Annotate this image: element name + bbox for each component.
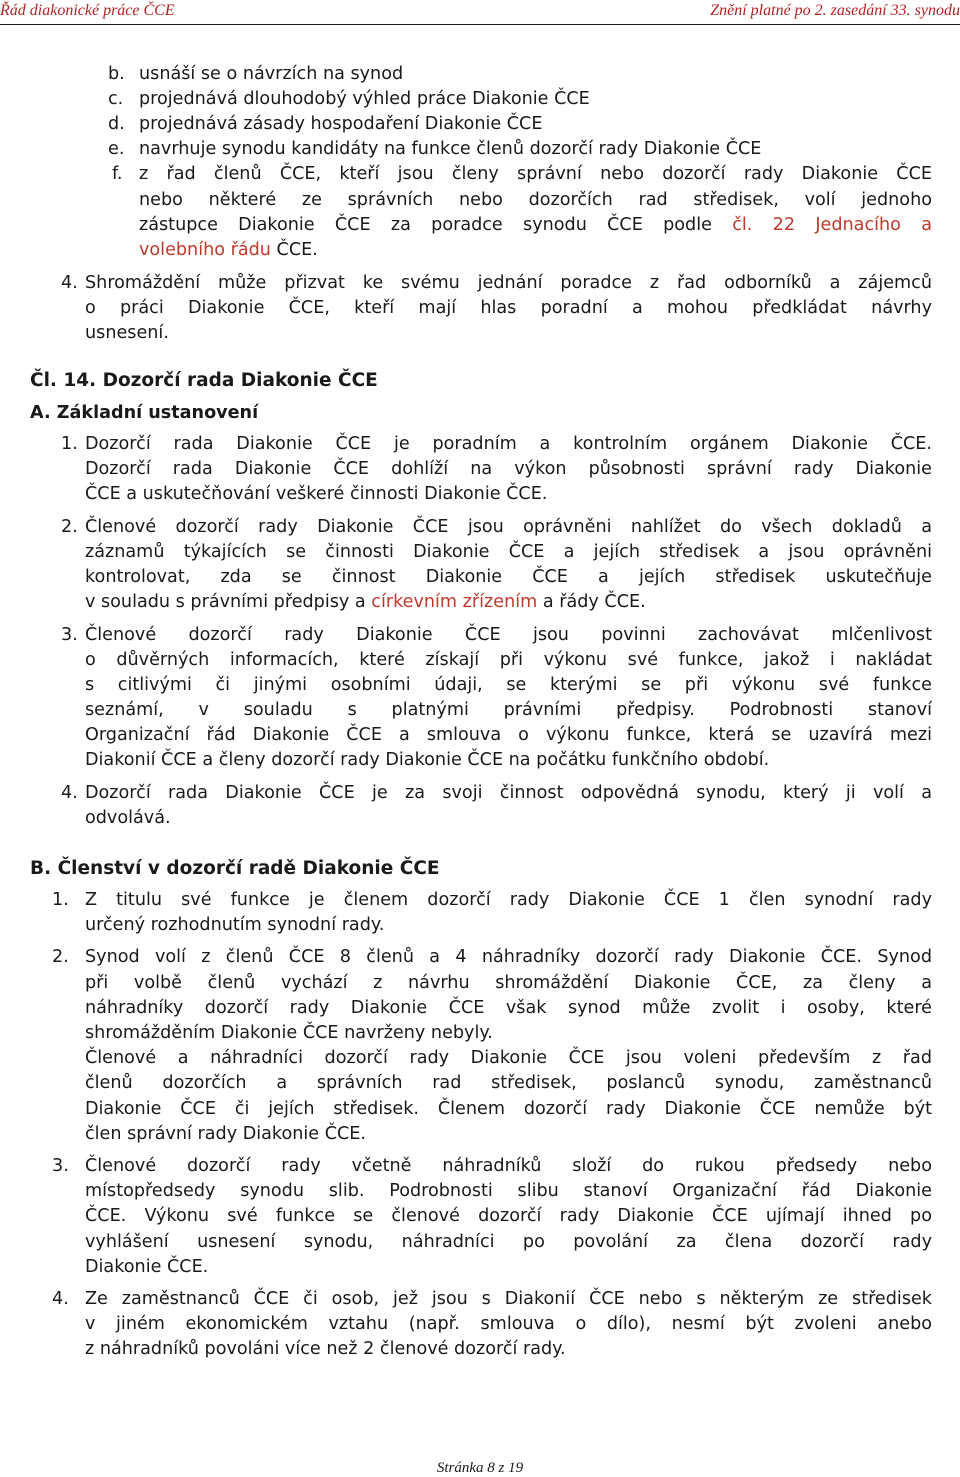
list-item-text: záznamů týkajících se činnosti Diakonie ČCE a jejích středisek a jsou oprávněni (85, 542, 932, 562)
list-item-text: projednává zásady hospodaření Diakonie ČCE (139, 114, 543, 134)
list-item-text: Dozorčí rada Diakonie ČCE je poradním a kontrolním orgánem Diakonie ČCE. (85, 434, 932, 454)
list-marker: 2. (61, 517, 78, 537)
list-item-text: navrhuje synodu kandidáty na funkce členů dozorčí rady Diakonie ČCE (139, 139, 762, 159)
list-marker: 3. (61, 625, 78, 645)
list-item-text: Členové dozorčí rady Diakonie ČCE jsou povinni zachovávat mlčenlivost (85, 625, 932, 645)
list-marker: 3. (52, 1156, 69, 1176)
list-item-text: odvolává. (85, 808, 171, 828)
reference-link[interactable]: volebního řádu (139, 240, 271, 260)
list-item-text: s citlivými či jinými osobními údaji, se kterými se při výkonu své funkce (85, 675, 932, 695)
list-item-text: Dozorčí rada Diakonie ČCE dohlíží na výkon působnosti správní rady Diakonie (85, 459, 932, 479)
list-item-text: kontrolovat, zda se činnost Diakonie ČCE a jejích středisek uskutečňuje (85, 567, 932, 587)
list-marker: c. (108, 89, 124, 109)
list-item-text: seznámí, v souladu s platnými právními předpisy. Podrobnosti stanoví (85, 700, 932, 720)
list-marker: 2. (52, 947, 69, 967)
list-item-text: ČCE. Výkonu své funkce se členové dozorčí rady Diakonie ČCE ujímají ihned po (85, 1206, 932, 1226)
list-marker: f. (112, 164, 123, 184)
page-footer: Stránka 8 z 19 (436, 1460, 524, 1476)
list-item-text: o důvěrných informacích, které získají při výkonu své funkce, jakož i nakládat (85, 650, 932, 670)
paragraph-text: usnesení. (85, 323, 169, 343)
list-item-text: v jiném ekonomickém vztahu (např. smlouva o dílo), nesmí být zvoleni anebo (85, 1314, 932, 1334)
list-item-text: z řad členů ČCE, kteří jsou členy správní nebo dozorčí rady Diakonie ČCE (139, 164, 932, 184)
list-item-text: náhradníky dozorčí rady Diakonie ČCE však synod může zvolit i osoby, které (85, 998, 932, 1018)
list-item-text: projednává dlouhodobý výhled práce Diakonie ČCE (139, 89, 590, 109)
list-item-text: Diakonií ČCE a členy dozorčí rady Diakonie ČCE na počátku funkčního období. (85, 750, 770, 770)
list-item-text: Dozorčí rada Diakonie ČCE je za svoji činnost odpovědná synodu, který ji volí a (85, 783, 932, 803)
list-item-text: volebního řádu ČCE. (139, 240, 318, 260)
list-marker: e. (108, 139, 125, 159)
list-item-text: z náhradníků povoláni více než 2 členové dozorčí rady. (85, 1339, 566, 1359)
list-item-text: Diakonie ČCE. (85, 1257, 209, 1277)
list-item-text: Z titulu své funkce je členem dozorčí rady Diakonie ČCE 1 člen synodní rady (85, 890, 932, 910)
list-item-text: v souladu s právními předpisy a církevním zřízením a řády ČCE. (85, 592, 646, 612)
list-item-text: Členové dozorčí rady Diakonie ČCE jsou oprávněni nahlížet do všech dokladů a (85, 517, 932, 537)
list-item-text: členů dozorčích a správních rad středisek, poslanců synodu, zaměstnanců (85, 1073, 932, 1093)
list-item-text: zástupce Diakonie ČCE za poradce synodu ČCE podle čl. 22 Jednacího a (139, 215, 933, 235)
list-item-text: Členové dozorčí rady včetně náhradníků složí do rukou předsedy nebo (85, 1156, 932, 1176)
list-marker: 4. (52, 1289, 69, 1309)
list-marker: b. (108, 64, 125, 84)
list-item-text: shromážděním Diakonie ČCE navrženy nebyly. (85, 1023, 493, 1043)
article-title: Čl. 14. Dozorčí rada Diakonie ČCE (30, 370, 378, 391)
list-item-text: Diakonie ČCE či jejích středisek. Členem dozorčí rady Diakonie ČCE nemůže být (85, 1099, 932, 1119)
list-item-text: usnáší se o návrzích na synod (139, 64, 404, 84)
header-rule (0, 24, 960, 25)
paragraph-text: o práci Diakonie ČCE, kteří mají hlas poradní a mohou předkládat návrhy (85, 298, 932, 318)
list-marker: 1. (61, 434, 78, 454)
header-left: Řád diakonické práce ČCE (0, 2, 175, 19)
list-item-text: Členové a náhradníci dozorčí rady Diakonie ČCE jsou voleni především z řad (85, 1048, 932, 1068)
paragraph-text: Shromáždění může přizvat ke svému jednání poradce z řad odborníků a zájemců (85, 273, 932, 293)
list-item-text: člen správní rady Diakonie ČCE. (85, 1124, 366, 1144)
list-item-text: při volbě členů vychází z návrhu shromáždění Diakonie ČCE, za členy a (85, 973, 932, 993)
list-item-text: Organizační řád Diakonie ČCE a smlouva o výkonu funkce, která se uzavírá mezi (85, 725, 932, 745)
list-item-text: ČCE a uskutečňování veškeré činnosti Diakonie ČCE. (85, 484, 548, 504)
list-item-text: nebo některé ze správních nebo dozorčích rad středisek, volí jednoho (139, 190, 932, 210)
list-item-text: určený rozhodnutím synodní rady. (85, 915, 385, 935)
list-marker: 1. (52, 890, 69, 910)
list-marker: d. (108, 114, 125, 134)
list-item-text: Synod volí z členů ČCE 8 členů a 4 náhradníky dozorčí rady Diakonie ČCE. Synod (85, 947, 932, 967)
section-b-title: B. Členství v dozorčí radě Diakonie ČCE (30, 858, 440, 879)
list-item-text: místopředsedy synodu slib. Podrobnosti slibu stanoví Organizační řád Diakonie (85, 1181, 932, 1201)
list-marker: 4. (61, 273, 78, 293)
reference-link[interactable]: církevním zřízením (371, 592, 538, 612)
list-item-text: Ze zaměstnanců ČCE či osob, jež jsou s Diakonií ČCE nebo s některým ze středisek (85, 1289, 932, 1309)
reference-link[interactable]: čl. 22 Jednacího a (732, 215, 933, 235)
list-item-text: vyhlášení usnesení synodu, náhradníci po povolání za člena dozorčí rady (85, 1232, 932, 1252)
section-a-title: A. Základní ustanovení (30, 403, 259, 423)
list-marker: 4. (61, 783, 78, 803)
header-right: Znění platné po 2. zasedání 33. synodu (710, 2, 960, 19)
